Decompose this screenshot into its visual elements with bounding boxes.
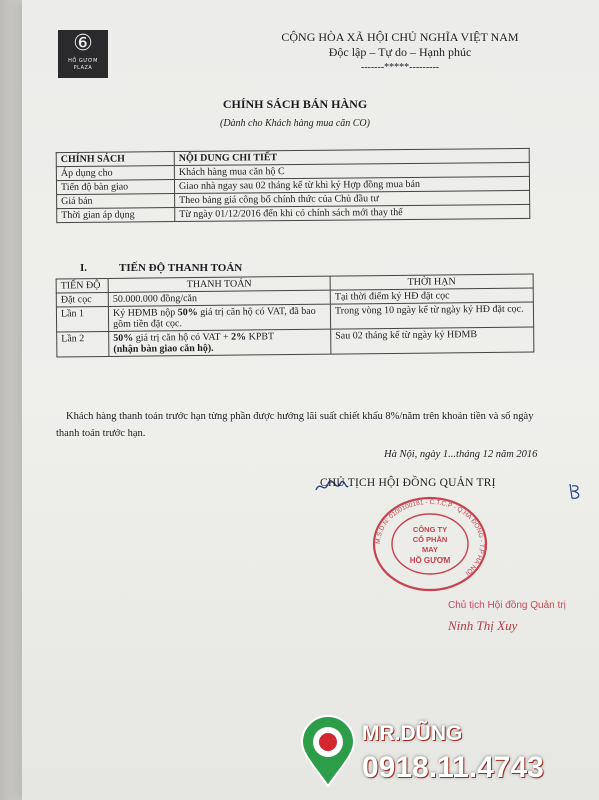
- payment-text: giá trị căn hộ có VAT, đã bao gồm tiền đặt cọc.: [113, 305, 316, 330]
- national-title: CỘNG HÒA XÃ HỘI CHỦ NGHĨA VIỆT NAM: [281, 30, 519, 44]
- stamp-subtitle: Chủ tịch Hội đồng Quản trị: [448, 600, 566, 611]
- contact-name: MR.DŨNG: [362, 722, 463, 745]
- table-cell: Khách hàng mua căn hộ C: [174, 162, 529, 179]
- table-header-cell: THANH TOÁN: [108, 276, 330, 292]
- table-cell: [109, 329, 331, 356]
- logo-name-line1: HỒ GƯƠM: [68, 58, 98, 64]
- table-cell: Theo bảng giá công bố chính thức của Chủ đầu tư: [175, 190, 530, 207]
- table-cell: Đặt cọc: [56, 292, 108, 307]
- payment-percent: 2%: [231, 331, 247, 343]
- company-stamp-icon: [370, 494, 490, 594]
- table-cell: Tại thời điểm ký HĐ đặt cọc: [330, 288, 533, 304]
- section-title: TIẾN ĐỘ THANH TOÁN: [119, 262, 243, 274]
- section-number: I.: [80, 262, 88, 274]
- table-cell: Giá bán: [57, 194, 175, 209]
- contact-phone: 0918.11.4743: [362, 751, 544, 784]
- table-cell: 50.000.000 đồng/căn: [108, 290, 330, 306]
- table-cell: Tiến độ bàn giao: [56, 180, 174, 195]
- handover-note: (nhận bàn giao căn hộ).: [113, 342, 214, 355]
- table-cell: Lần 1: [56, 306, 108, 332]
- stamp-line4: HỒ GƯƠM: [409, 556, 451, 565]
- handwritten-mark-icon: [566, 480, 588, 504]
- table-cell: Lần 2: [57, 331, 109, 357]
- section-heading: [80, 262, 274, 274]
- location-pin-icon: [298, 714, 358, 788]
- paper-shadow-edge: [0, 0, 22, 800]
- stamp-ring-text: M.S.D.N: 0100100181 - C.T.C.P - Q.HÀ ĐÔNG - T.P HÀ NỘI: [374, 498, 486, 577]
- policy-table: [56, 148, 531, 223]
- stamp-line1: CÔNG TY: [412, 525, 448, 534]
- table-header-cell: THỜI HẠN: [330, 274, 533, 290]
- table-cell: [108, 304, 330, 331]
- table-cell: Từ ngày 01/12/2016 đến khi có chính sách mới thay thế: [175, 204, 530, 221]
- document-title: CHÍNH SÁCH BÁN HÀNG: [222, 97, 368, 111]
- company-logo: [58, 30, 108, 78]
- table-header-cell: TIẾN ĐỘ: [56, 278, 108, 293]
- stamp-line3: MAY: [422, 545, 438, 554]
- chairman-title: CHỦ TỊCH HỘI ĐỒNG QUẢN TRỊ: [320, 477, 496, 489]
- payment-text: KPBT: [246, 331, 275, 343]
- discount-note: Khách hàng thanh toán trước hạn từng phần được hưởng lãi suất chiết khấu 8%/năm trên khoản tiền và số ngày thanh toán trước hạn.: [56, 411, 534, 439]
- logo-name-line2: PLAZA: [73, 65, 93, 71]
- national-separator: -------*****---------: [360, 62, 440, 73]
- table-cell: Giao nhà ngay sau 02 tháng kể từ khi ký Hợp đồng mua bán: [174, 176, 529, 193]
- payment-text: Ký HĐMB nộp: [112, 307, 178, 319]
- table-header-cell: NỘI DUNG CHI TIẾT: [174, 148, 529, 165]
- table-header-cell: CHÍNH SÁCH: [56, 152, 174, 167]
- stamp-line2: CỔ PHẦN: [412, 535, 448, 544]
- table-cell: Áp dụng cho: [56, 166, 174, 181]
- logo-icon: ⑥: [73, 31, 93, 56]
- table-row: [57, 327, 534, 357]
- payment-percent: 50%: [113, 332, 134, 344]
- document-subtitle: (Dành cho Khách hàng mua căn CO): [220, 118, 370, 129]
- payment-text: giá trị căn hộ có VAT +: [133, 331, 232, 344]
- table-cell: Thời gian áp dụng: [57, 208, 175, 223]
- date-line: Hà Nội, ngày 1...tháng 12 năm 2016: [384, 449, 538, 460]
- payment-table: [56, 273, 535, 357]
- table-cell: Sau 02 tháng kể từ ngày ký HĐMB: [331, 327, 534, 354]
- national-motto-line: Độc lập – Tự do – Hạnh phúc: [328, 45, 472, 59]
- national-motto: [270, 30, 530, 75]
- payment-percent: 50%: [177, 307, 198, 319]
- table-cell: Trong vòng 10 ngày kể từ ngày ký HĐ đặt cọc.: [330, 302, 533, 329]
- signature-name: Ninh Thị Xuy: [448, 618, 518, 633]
